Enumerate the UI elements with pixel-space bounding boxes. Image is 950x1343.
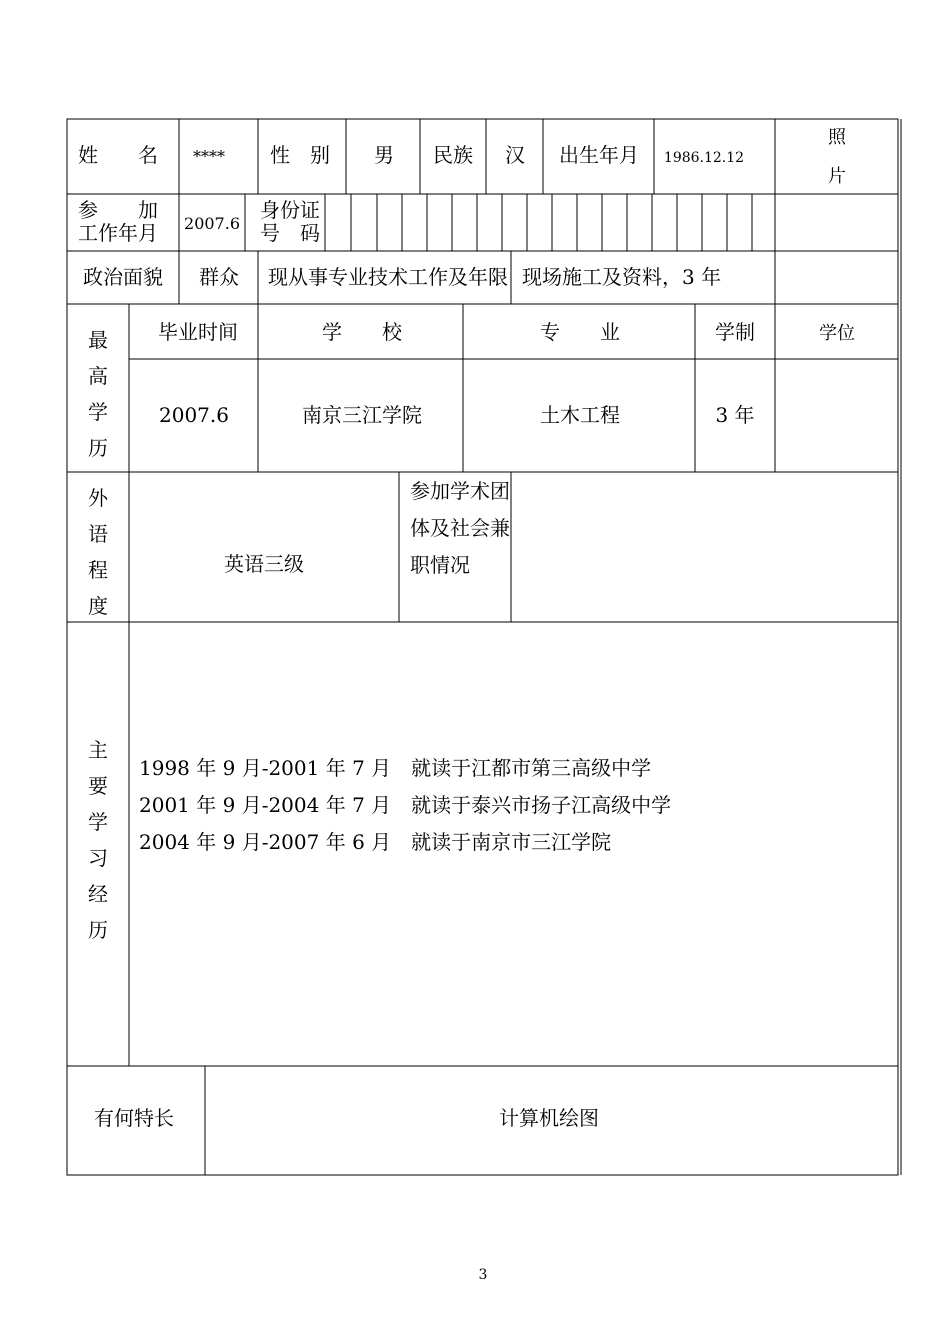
- name-label: 姓 名: [78, 143, 158, 167]
- study-history-item: 2001 年 9 月-2004 年 7 月 就读于泰兴市扬子江高级中学: [139, 793, 672, 817]
- language-level-value: 英语三级: [224, 552, 304, 576]
- photo-label: 照: [828, 127, 846, 148]
- edu-header-school: 学 校: [322, 320, 402, 344]
- study-history-label: 主要学习经历: [88, 738, 108, 942]
- political-status-value: 群众: [199, 265, 239, 289]
- profession-value: 现场施工及资料，3 年: [522, 265, 722, 289]
- ethnicity-label: 民族: [433, 143, 473, 167]
- edu-major-value: 土木工程: [540, 403, 620, 427]
- birth-value: 1986.12.12: [663, 150, 745, 166]
- societies-label: 参加学术团体及社会兼职情况: [410, 479, 510, 577]
- study-history-item: 2004 年 9 月-2007 年 6 月 就读于南京市三江学院: [139, 830, 612, 854]
- education-label: 最高学历: [88, 328, 108, 460]
- political-status-label: 政治面貌: [83, 265, 163, 289]
- gender-label: 性 别: [270, 143, 330, 167]
- id-number-label: 身份证: [260, 198, 320, 222]
- id-number-label-2: 号 码: [260, 221, 320, 245]
- edu-header-duration: 学制: [715, 320, 755, 344]
- name-value: ****: [193, 147, 225, 166]
- birth-label: 出生年月: [559, 143, 639, 167]
- edu-header-degree: 学位: [819, 323, 855, 344]
- ethnicity-value: 汉: [505, 143, 525, 167]
- specialty-value: 计算机绘图: [499, 1106, 599, 1130]
- photo-label-2: 片: [828, 166, 846, 187]
- gender-value: 男: [374, 143, 394, 167]
- work-start-value: 2007.6: [184, 214, 240, 233]
- edu-school-value: 南京三江学院: [302, 403, 422, 427]
- work-start-label-2: 工作年月: [78, 221, 158, 245]
- study-history-item: 1998 年 9 月-2001 年 7 月 就读于江都市第三高级中学: [139, 756, 652, 780]
- profession-label: 现从事专业技术工作及年限: [268, 265, 508, 289]
- language-level-label: 外语程度: [88, 486, 108, 618]
- edu-graduation-time-value: 2007.6: [159, 403, 229, 427]
- specialty-label: 有何特长: [94, 1106, 174, 1130]
- page-number: 3: [478, 1267, 488, 1283]
- edu-duration-value: 3 年: [715, 403, 755, 427]
- edu-header-graduation-time: 毕业时间: [158, 320, 238, 344]
- edu-header-major: 专 业: [540, 320, 620, 344]
- study-history-list: [139, 750, 671, 861]
- work-start-label: 参 加: [78, 198, 158, 222]
